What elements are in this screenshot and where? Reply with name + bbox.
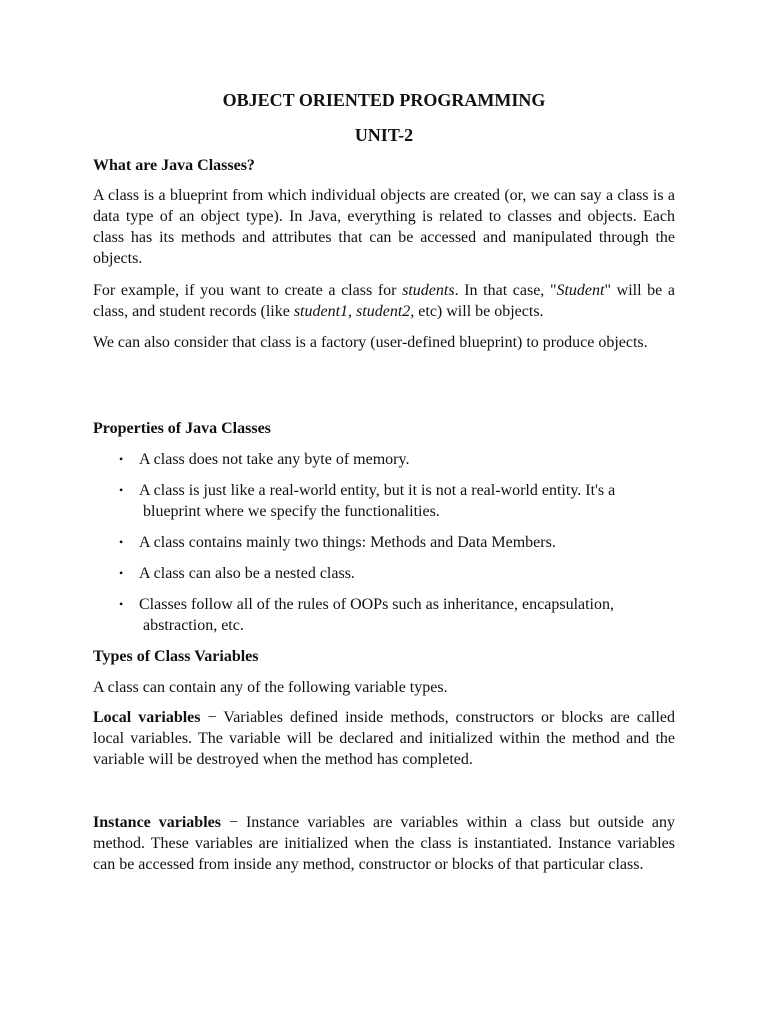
bullet-icon: • — [119, 566, 124, 580]
term-local-variables: Local variables — [93, 709, 201, 726]
paragraph-variable-intro: A class can contain any of the following variable types. — [93, 679, 448, 696]
emphasis-students: students — [402, 282, 455, 299]
section-heading-variable-types: Types of Class Variables — [93, 648, 259, 665]
paragraph-factory: We can also consider that class is a factory (user-defined blueprint) to produce objects. — [93, 334, 648, 351]
list-item-line: abstraction, etc. — [143, 617, 244, 634]
bullet-icon: • — [119, 597, 124, 611]
emphasis-student: Student — [556, 282, 605, 299]
list-item-text: A class can also be a nested class. — [139, 565, 355, 582]
list-item-line: Classes follow all of the rules of OOPs such as inheritance, encapsulation, — [139, 596, 614, 613]
list-item — [119, 532, 675, 553]
section-heading-java-classes: What are Java Classes? — [93, 157, 255, 174]
text: " will be a class, and student records (like — [93, 282, 676, 320]
paragraph-local-variables — [93, 707, 675, 770]
document-title: OBJECT ORIENTED PROGRAMMING — [222, 90, 546, 110]
emphasis-student1: student1 — [293, 303, 349, 320]
list-item-text — [139, 594, 675, 636]
document-subtitle: UNIT-2 — [354, 125, 414, 145]
definition-text: Instance variables are variables within a class but outside any method. These variables are initialized when the class is instantiated. Instance variables can be accessed from inside any method, constructor or blocks of that particular class. — [93, 814, 675, 873]
list-item — [119, 480, 675, 522]
list-item-text: A class does not take any byte of memory. — [139, 451, 410, 468]
bullet-icon: • — [119, 452, 124, 466]
list-item — [119, 449, 675, 470]
emphasis-student2: student2 — [356, 303, 411, 320]
term-instance-variables: Instance variables — [93, 814, 221, 831]
list-item-text: A class contains mainly two things: Methods and Data Members. — [139, 534, 556, 551]
paragraph-example — [93, 280, 675, 322]
list-item-line: blueprint where we specify the functionalities. — [143, 503, 440, 520]
definition-text: Variables defined inside methods, constructors or blocks are called local variables. The variable will be declared and initialized within the method and the variable will be destroyed when the method has completed. — [93, 709, 675, 768]
list-item-text — [139, 480, 675, 522]
dash: − — [200, 709, 224, 726]
bullet-icon: • — [119, 483, 124, 497]
paragraph-class-definition: A class is a blueprint from which individual objects are created (or, we can say a class is a data type of an object type). In Java, everything is related to classes and objects. Each class has its methods and attributes that can be accessed and manipulated through the objects. — [93, 187, 675, 267]
text: , — [348, 303, 357, 320]
text: , etc) will be objects. — [410, 303, 544, 320]
section-heading-properties: Properties of Java Classes — [93, 420, 271, 437]
list-item-line: A class is just like a real-world entity, but it is not a real-world entity. It's a — [139, 482, 616, 499]
dash: − — [220, 814, 246, 831]
list-item — [119, 594, 675, 636]
text: . In that case, " — [454, 282, 557, 299]
list-item — [119, 563, 675, 584]
bullet-icon: • — [119, 535, 124, 549]
text: For example, if you want to create a class for — [93, 282, 403, 299]
paragraph-instance-variables — [93, 812, 675, 875]
